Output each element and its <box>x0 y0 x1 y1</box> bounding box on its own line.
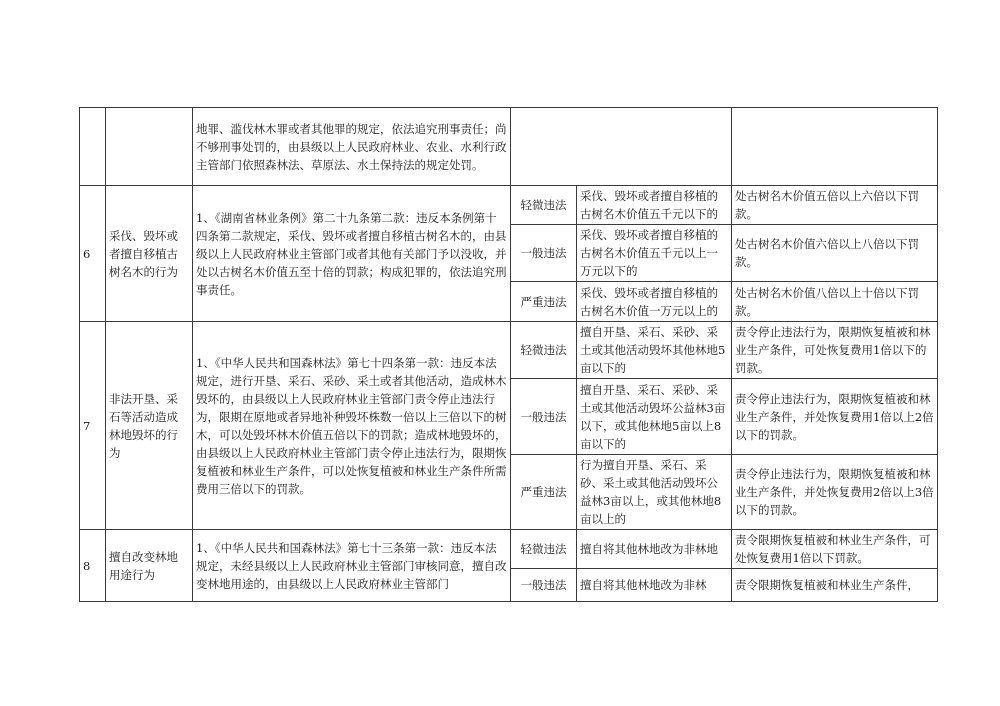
behavior-cell: 采伐、毁坏或者擅自移植古树名木的行为 <box>106 186 193 322</box>
table-row <box>80 186 938 225</box>
standard-cell: 责令停止违法行为，限期恢复植被和林业生产条件，并处恢复费用2倍以上3倍以下的罚款。 <box>732 455 938 530</box>
standard-cell: 处古树名木价值八倍以上十倍以下罚款。 <box>732 282 938 322</box>
violation-level-cell: 一般违法 <box>511 569 577 602</box>
circumstance-cell: 采伐、毁坏或者擅自移植的古树名木价值一万元以上的 <box>577 282 732 322</box>
violation-level-cell: 一般违法 <box>511 379 577 455</box>
row-number-cell: 8 <box>80 530 106 602</box>
circumstance-cell: 擅自将其他林地改为非林地 <box>577 530 732 569</box>
behavior-cell: 擅自改变林地用途行为 <box>106 530 193 602</box>
table-row <box>80 108 938 186</box>
violation-level-cell: 一般违法 <box>511 225 577 282</box>
violation-level-cell: 严重违法 <box>511 455 577 530</box>
table-row <box>80 322 938 379</box>
standard-cell: 责令停止违法行为，限期恢复植被和林业生产条件，可处恢复费用1倍以下的罚款。 <box>732 322 938 379</box>
standard-cell: 处古树名木价值六倍以上八倍以下罚款。 <box>732 225 938 282</box>
penalty-discretion-table <box>79 107 938 602</box>
legal-basis-cell: 1、《中华人民共和国森林法》第七十三条第一款：违反本法规定，未经县级以上人民政府林业主管部门审核同意，擅自改变林地用途的，由县级以上人民政府林业主管部门 <box>193 530 511 602</box>
standard-cell: 责令限期恢复植被和林业生产条件，可处恢复费用1倍以下罚款。 <box>732 530 938 569</box>
violation-level-cell: 轻微违法 <box>511 186 577 225</box>
violation-level-cell: 严重违法 <box>511 282 577 322</box>
violation-level-cell: 轻微违法 <box>511 530 577 569</box>
violation-level-cell: 轻微违法 <box>511 322 577 379</box>
behavior-cell <box>106 108 193 186</box>
legal-basis-cell: 1、《湖南省林业条例》第二十九条第二款：违反本条例第十四条第二款规定，采伐、毁坏或者擅自移植古树名木的，由县级以上人民政府林业主管部门或者其他有关部门予以没收，并处以古树名木价值五至十倍的罚款；构成犯罪的，依法追究刑事责任。 <box>193 186 511 322</box>
circumstance-cell <box>511 108 732 186</box>
circumstance-cell: 行为擅自开垦、采石、采砂、采土或其他活动毁坏公益林3亩以上，或其他林地8亩以上的 <box>577 455 732 530</box>
circumstance-cell: 采伐、毁坏或者擅自移植的古树名木价值五千元以下的 <box>577 186 732 225</box>
standard-cell: 责令限期恢复植被和林业生产条件， <box>732 569 938 602</box>
circumstance-cell: 擅自开垦、采石、采砂、采土或其他活动毁坏其他林地5亩以下的 <box>577 322 732 379</box>
circumstance-cell: 擅自将其他林地改为非林 <box>577 569 732 602</box>
row-number-cell <box>80 108 106 186</box>
standard-cell: 责令停止违法行为，限期恢复植被和林业生产条件，并处恢复费用1倍以上2倍以下的罚款。 <box>732 379 938 455</box>
table-row <box>80 530 938 569</box>
standard-cell: 处古树名木价值五倍以上六倍以下罚款。 <box>732 186 938 225</box>
circumstance-cell: 采伐、毁坏或者擅自移植的古树名木价值五千元以上一万元以下的 <box>577 225 732 282</box>
legal-basis-cell: 1、《中华人民共和国森林法》第七十四条第一款：违反本法规定，进行开垦、采石、采砂、采土或者其他活动，造成林木毁坏的，由县级以上人民政府林业主管部门责令停止违法行为，限期在原地或者异地补种毁坏株数一倍以上三倍以下的树木，可以处毁坏林木价值五倍以下的罚款；造成林地毁坏的，由县级以上人民政府林业主管部门责令停止违法行为，限期恢复植被和林业生产条件，可以处恢复植被和林业生产条件所需费用三倍以下的罚款。 <box>193 322 511 530</box>
row-number-cell: 7 <box>80 322 106 530</box>
row-number-cell: 6 <box>80 186 106 322</box>
circumstance-cell: 擅自开垦、采石、采砂、采土或其他活动毁坏公益林3亩以下，或其他林地5亩以上8亩以下的 <box>577 379 732 455</box>
legal-basis-cell: 地罪、滥伐林木罪或者其他罪的规定，依法追究刑事责任；尚不够刑事处罚的，由县级以上人民政府林业、农业、水利行政主管部门依照森林法、草原法、水土保持法的规定处罚。 <box>193 108 511 186</box>
standard-cell <box>732 108 938 186</box>
behavior-cell: 非法开垦、采石等活动造成林地毁坏的行为 <box>106 322 193 530</box>
